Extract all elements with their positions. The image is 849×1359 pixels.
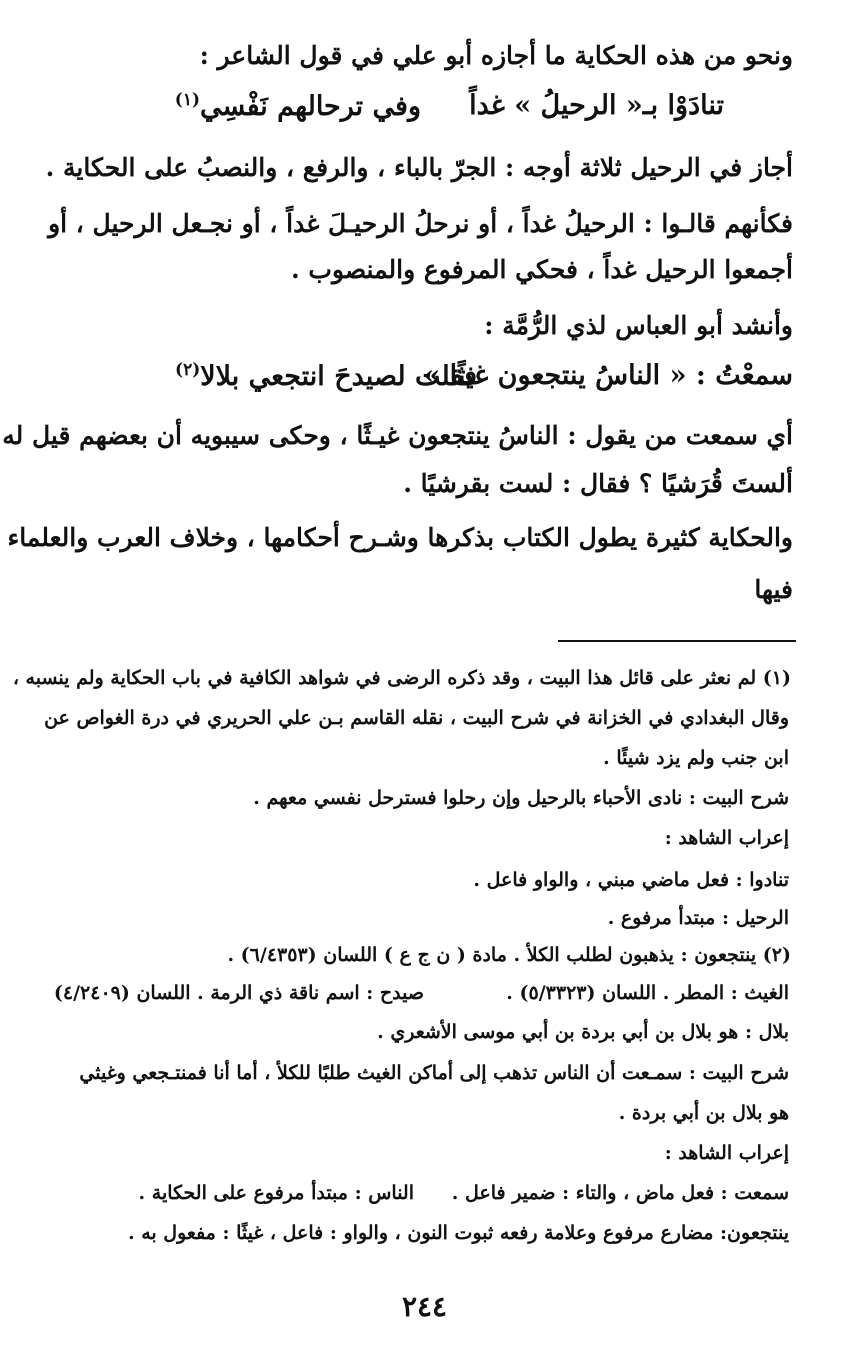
verse2-first-hemistich: سمعْتُ : « الناسُ ينتجعون غيثًا »	[423, 360, 793, 391]
footnote-2-line-5: هو بلال بن أبي بردة .	[618, 1102, 789, 1124]
footnote-marker-2: (٢)	[175, 360, 201, 380]
paragraph-4-line-1: أي سمعت من يقول : الناسُ ينتجعون غيـثًا ، وحكى سيبويه أن بعضهم قيل له	[2, 421, 793, 450]
verse2-second-hemistich	[175, 360, 477, 392]
footnote-2-line-6: إعراب الشاهد :	[664, 1142, 789, 1164]
verse1-first-hemistich: تنادَوْا بـ« الرحيلُ » غداً	[469, 90, 724, 121]
paragraph-3: وأنشد أبو العباس لذي الرُّمَّة :	[484, 311, 793, 340]
footnote-1-line-4: شرح البيت : نادى الأحباء بالرحيل وإن رحلوا فسترحل نفسي معهم .	[253, 787, 789, 809]
footnote-1-line-2: وقال البغدادي في الخزانة في شرح البيت ، نقله القاسم بـن علي الحريري في درة الغواص عن	[44, 707, 789, 729]
paragraph-2-line-1: فكأنهم قالـوا : الرحيلُ غداً ، أو نرحلُ الرحيـلَ غداً ، أو نجـعل الرحيل ، أو	[48, 209, 793, 238]
footnote-2-line-1: (٢) ينتجعون : يذهبون لطلب الكلأ . مادة ( ن ج ع ) اللسان (٦/٤٣٥٣) .	[227, 944, 791, 966]
footnote-2-line-7-part-2: الناس : مبتدأ مرفوع على الحكاية .	[138, 1182, 414, 1204]
footnote-2-line-2-part-1: الغيث : المطر . اللسان (٥/٣٣٢٣) .	[506, 982, 789, 1004]
verse2-second-text: فقلت لصيدحَ انتجعي بلالا	[200, 361, 477, 392]
paragraph-2-line-2: أجمعوا الرحيل غداً ، فحكي المرفوع والمنصوب .	[291, 255, 793, 284]
paragraph-1: أجاز في الرحيل ثلاثة أوجه : الجرّ بالباء ، والرفع ، والنصبُ على الحكاية .	[45, 153, 793, 182]
intro-line: ونحو من هذه الحكاية ما أجازه أبو علي في قول الشاعر :	[199, 41, 793, 70]
footnote-1-line-6: تنادوا : فعل ماضي مبني ، والواو فاعل .	[473, 869, 789, 891]
paragraph-4-line-2: ألستَ قُرَشيًا ؟ فقال : لست بقرشيًا .	[403, 469, 793, 498]
footnote-separator	[558, 640, 796, 642]
verse1-second-text: وفي ترحالهم نَفْسِي	[200, 91, 421, 122]
footnote-1-line-3: ابن جنب ولم يزد شيئًا .	[603, 747, 789, 769]
paragraph-5-line-1: والحكاية كثيرة يطول الكتاب بذكرها وشـرح أحكامها ، وخلاف العرب والعلماء	[7, 523, 793, 552]
footnote-1-line-1: (١) لم نعثر على قائل هذا البيت ، وقد ذكره الرضى في شواهد الكافية في باب الحكاية ولم ينسبه ،	[12, 667, 791, 689]
verse1-second-hemistich	[175, 90, 421, 122]
footnote-2-line-2-part-2: صيدح : اسم ناقة ذي الرمة . اللسان (٤/٢٤٠٩)	[53, 982, 424, 1004]
page-number: ٢٤٤	[401, 1290, 448, 1323]
footnote-marker-1: (١)	[174, 90, 201, 110]
footnote-2-line-7-part-1: سمعت : فعل ماض ، والتاء : ضمير فاعل .	[451, 1182, 789, 1204]
footnote-2-line-8: ينتجعون: مضارع مرفوع وعلامة رفعه ثبوت النون ، والواو : فاعل ، غيثًا : مفعول به .	[127, 1222, 789, 1244]
footnote-2-line-4: شرح البيت : سمـعت أن الناس تذهب إلى أماكن الغيث طلبًا للكلأ ، أما أنا فمنتـجعي وغيثي	[79, 1062, 789, 1084]
footnote-1-line-7: الرحيل : مبتدأ مرفوع .	[607, 907, 789, 929]
footnote-1-line-5: إعراب الشاهد :	[664, 827, 789, 849]
paragraph-5-line-2: فيها	[754, 575, 793, 604]
footnote-2-line-3: بلال : هو بلال بن أبي بردة بن أبي موسى الأشعري .	[377, 1021, 789, 1043]
